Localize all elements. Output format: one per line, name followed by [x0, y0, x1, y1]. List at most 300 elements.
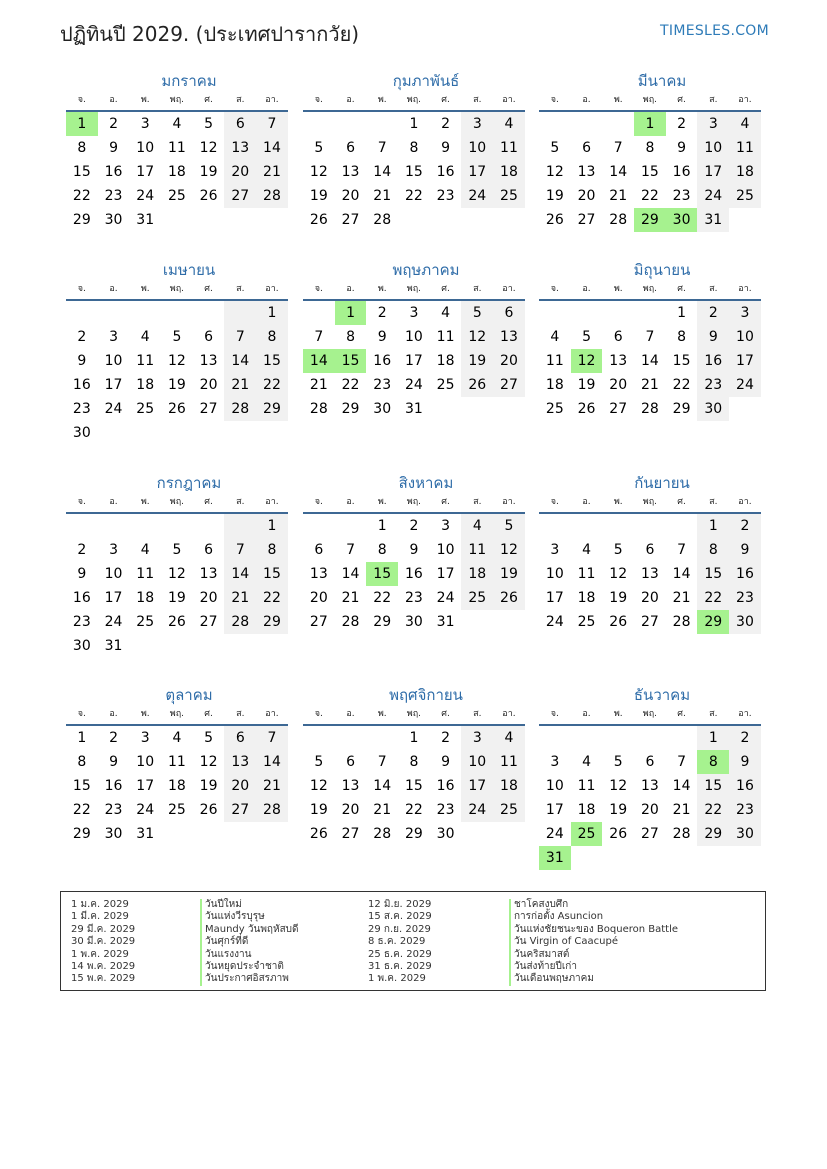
day-cell: 13 [640, 778, 659, 794]
empty-cell [461, 397, 493, 421]
month-name [66, 684, 288, 706]
day-cell: 16 [436, 778, 455, 794]
day-cell: 9 [77, 353, 87, 369]
day-cell: 13 [577, 164, 596, 180]
day-cell: 5 [613, 542, 623, 558]
empty-cell [224, 634, 256, 658]
day-cell: 24 [136, 802, 155, 818]
weekday-label: จ. [550, 709, 559, 719]
week-row [303, 562, 525, 586]
legend-names-col2 [509, 899, 678, 986]
day-cell: 6 [224, 726, 256, 750]
empty-cell [193, 301, 225, 325]
day-cell: 10 [136, 140, 155, 156]
empty-cell [224, 822, 256, 846]
day-cell: 24 [136, 188, 155, 204]
empty-cell [193, 421, 225, 445]
day-cell: 17 [136, 164, 155, 180]
empty-cell [335, 112, 367, 136]
day-cell: 21 [672, 590, 691, 606]
day-cell: 4 [461, 514, 493, 538]
day-cell: 1 [697, 514, 729, 538]
weekday-header [66, 706, 288, 726]
day-cell: 16 [104, 164, 123, 180]
day-cell: 10 [729, 325, 761, 349]
day-cell: 1 [409, 730, 419, 746]
legend-holiday-name: วัน Virgin of Caacupé [509, 936, 678, 948]
weekday-label: อา. [738, 709, 752, 719]
weekday-label: อา. [502, 284, 516, 294]
legend-date: 1 ม.ค. 2029 [71, 899, 129, 910]
day-cell: 24 [461, 798, 493, 822]
month-name [303, 259, 525, 281]
day-cell: 7 [256, 726, 288, 750]
month-name-text: สิงหาคม [398, 474, 454, 492]
week-row [66, 634, 288, 658]
day-cell: 3 [461, 726, 493, 750]
weekday-label: ศ. [441, 284, 450, 294]
day-cell: 26 [577, 401, 596, 417]
day-cell: 16 [729, 562, 761, 586]
weekday-label: พ. [140, 284, 150, 294]
day-cell: 31 [404, 401, 423, 417]
day-cell: 30 [72, 425, 91, 441]
day-cell: 18 [577, 590, 596, 606]
day-cell: 17 [104, 377, 123, 393]
day-cell: 14 [303, 349, 335, 373]
day-cell: 4 [729, 112, 761, 136]
weekday-label: จ. [77, 709, 86, 719]
day-cell: 28 [672, 614, 691, 630]
day-cell: 17 [104, 590, 123, 606]
day-cell: 5 [493, 514, 525, 538]
empty-cell [366, 726, 398, 750]
day-cell: 12 [309, 778, 328, 794]
weekday-label: อ. [346, 709, 355, 719]
day-cell: 10 [461, 750, 493, 774]
day-cell: 31 [539, 846, 571, 870]
day-cell: 16 [672, 164, 691, 180]
day-cell: 22 [697, 798, 729, 822]
weekday-header [303, 706, 525, 726]
day-cell: 12 [609, 566, 628, 582]
day-cell: 12 [199, 754, 218, 770]
week-row [303, 301, 525, 325]
month-name-text: กุมภาพันธ์ [392, 72, 460, 90]
weekday-label: พ. [140, 497, 150, 507]
day-cell: 2 [377, 305, 387, 321]
month-block [303, 472, 525, 634]
day-cell: 1 [697, 726, 729, 750]
day-cell: 9 [109, 140, 118, 156]
week-row [303, 397, 525, 421]
empty-cell [303, 726, 335, 750]
empty-cell [539, 514, 571, 538]
day-cell: 14 [672, 778, 691, 794]
day-cell: 17 [545, 590, 564, 606]
weekday-label: พ. [613, 284, 623, 294]
weekday-label: ส. [236, 284, 245, 294]
day-cell: 16 [404, 566, 423, 582]
weekday-header [66, 494, 288, 514]
day-cell: 22 [640, 188, 659, 204]
month-block [539, 259, 761, 421]
day-cell: 30 [436, 826, 455, 842]
month-name [303, 472, 525, 494]
day-cell: 8 [409, 140, 419, 156]
day-cell: 16 [72, 590, 91, 606]
day-cell: 28 [341, 614, 360, 630]
weekday-label: ส. [236, 497, 245, 507]
day-cell: 21 [341, 590, 360, 606]
day-cell: 6 [314, 542, 324, 558]
day-cell: 19 [167, 377, 186, 393]
day-cell: 22 [697, 586, 729, 610]
day-cell: 8 [77, 140, 87, 156]
weekday-label: อา. [265, 709, 279, 719]
empty-cell [303, 514, 335, 538]
day-cell: 23 [729, 798, 761, 822]
empty-cell [129, 514, 161, 538]
weekday-header [539, 281, 761, 301]
weekday-label: ศ. [441, 95, 450, 105]
empty-cell [129, 421, 161, 445]
day-cell: 14 [672, 566, 691, 582]
day-cell: 15 [672, 353, 691, 369]
week-row [539, 349, 761, 373]
legend-holiday-name: วันแรงงาน [200, 949, 299, 961]
day-cell: 2 [109, 116, 118, 132]
week-row [539, 846, 761, 870]
week-row [539, 160, 761, 184]
day-cell: 5 [550, 140, 560, 156]
month-block [539, 472, 761, 634]
day-cell: 23 [729, 586, 761, 610]
day-cell: 11 [545, 353, 564, 369]
day-cell: 2 [677, 116, 687, 132]
day-cell: 14 [256, 136, 288, 160]
day-cell: 6 [346, 754, 355, 770]
day-cell: 13 [493, 325, 525, 349]
legend-holiday-name: ชาโคสงบศึก [509, 899, 678, 911]
weekday-label: พฤ. [169, 284, 185, 294]
empty-cell [398, 208, 430, 232]
weekday-label: พฤ. [406, 497, 422, 507]
brand-link[interactable]: TIMESLES.COM [660, 23, 769, 39]
day-cell: 21 [224, 373, 256, 397]
day-cell: 27 [341, 212, 360, 228]
day-cell: 28 [373, 826, 392, 842]
day-cell: 30 [697, 397, 729, 421]
empty-cell [539, 301, 571, 325]
day-cell: 13 [640, 566, 659, 582]
weekday-label: อ. [582, 284, 591, 294]
day-cell: 29 [634, 208, 666, 232]
empty-cell [193, 514, 225, 538]
weekday-label: อา. [738, 497, 752, 507]
empty-cell [634, 514, 666, 538]
month-name-text: ธันวาคม [633, 686, 691, 704]
legend-date: 14 พ.ค. 2029 [71, 961, 136, 973]
weekday-label: อ. [582, 497, 591, 507]
month-name-text: มิถุนายน [633, 261, 691, 279]
weekday-header [539, 92, 761, 112]
empty-cell [161, 208, 193, 232]
day-cell: 28 [224, 610, 256, 634]
day-cell: 3 [550, 542, 560, 558]
week-row [303, 798, 525, 822]
month-name-text: พฤษภาคม [392, 261, 460, 279]
week-row [539, 538, 761, 562]
day-cell: 26 [609, 614, 628, 630]
week-row [303, 160, 525, 184]
day-cell: 2 [729, 514, 761, 538]
day-cell: 22 [404, 802, 423, 818]
day-cell: 6 [582, 140, 591, 156]
day-cell: 7 [377, 754, 387, 770]
week-row [66, 136, 288, 160]
day-cell: 4 [493, 112, 525, 136]
day-cell: 13 [309, 566, 328, 582]
day-cell: 11 [493, 750, 525, 774]
week-row [303, 774, 525, 798]
day-cell: 10 [545, 566, 564, 582]
day-cell: 15 [256, 562, 288, 586]
day-cell: 8 [697, 538, 729, 562]
weekday-label: พ. [377, 709, 387, 719]
weekday-label: อ. [109, 284, 118, 294]
day-cell: 24 [104, 401, 123, 417]
week-row [66, 397, 288, 421]
day-cell: 13 [199, 566, 218, 582]
day-cell: 7 [346, 542, 355, 558]
day-cell: 30 [373, 401, 392, 417]
day-cell: 13 [609, 353, 628, 369]
day-cell: 20 [640, 590, 659, 606]
day-cell: 27 [199, 614, 218, 630]
weekday-label: พ. [613, 95, 623, 105]
empty-cell [193, 208, 225, 232]
day-cell: 15 [72, 778, 91, 794]
weekday-label: อ. [109, 709, 118, 719]
empty-cell [571, 301, 603, 325]
weekday-label: พ. [377, 95, 387, 105]
day-cell: 3 [550, 754, 560, 770]
day-cell: 15 [404, 164, 423, 180]
day-cell: 8 [409, 754, 419, 770]
month-name [66, 472, 288, 494]
day-cell: 22 [672, 377, 691, 393]
legend-holiday-name: วันแห่งวีรบุรุษ [200, 911, 299, 923]
empty-cell [634, 726, 666, 750]
day-cell: 7 [677, 542, 687, 558]
day-cell: 26 [309, 826, 328, 842]
day-cell: 20 [199, 377, 218, 393]
day-cell: 18 [167, 164, 186, 180]
month-block [539, 70, 761, 232]
day-cell: 9 [697, 325, 729, 349]
day-cell: 15 [404, 778, 423, 794]
day-cell: 12 [167, 353, 186, 369]
day-cell: 4 [582, 542, 591, 558]
day-cell: 28 [640, 401, 659, 417]
day-cell: 25 [545, 401, 564, 417]
day-cell: 8 [697, 750, 729, 774]
day-cell: 25 [571, 822, 603, 846]
weekday-label: พ. [377, 284, 387, 294]
weekday-label: พฤ. [642, 284, 658, 294]
legend-date: 15 ส.ค. 2029 [368, 911, 432, 923]
legend-holiday-name: การก่อตั้ง Asuncion [509, 911, 678, 923]
day-cell: 20 [493, 349, 525, 373]
day-cell: 17 [697, 160, 729, 184]
day-cell: 24 [545, 826, 564, 842]
month-name [66, 70, 288, 92]
day-cell: 14 [256, 750, 288, 774]
day-cell: 15 [697, 562, 729, 586]
week-row [539, 586, 761, 610]
day-cell: 6 [346, 140, 355, 156]
weekday-label: พฤ. [406, 709, 422, 719]
month-name-text: มีนาคม [637, 72, 687, 90]
empty-cell [493, 822, 525, 846]
legend-holiday-name: วันคริสมาสต์ [509, 949, 678, 961]
weekday-label: จ. [77, 284, 86, 294]
empty-cell [729, 846, 761, 870]
legend-date: 30 มี.ค. 2029 [71, 936, 136, 948]
day-cell: 20 [609, 377, 628, 393]
week-row [66, 421, 288, 445]
day-cell: 18 [136, 590, 155, 606]
week-row [303, 184, 525, 208]
weekday-label: อา. [265, 497, 279, 507]
weekday-label: จ. [314, 709, 323, 719]
day-cell: 5 [172, 329, 182, 345]
day-cell: 4 [582, 754, 591, 770]
legend-names-col1 [200, 899, 299, 986]
day-cell: 21 [640, 377, 659, 393]
day-cell: 5 [613, 754, 623, 770]
weekday-label: ศ. [204, 284, 213, 294]
day-cell: 24 [729, 373, 761, 397]
day-cell: 25 [136, 401, 155, 417]
day-cell: 8 [256, 538, 288, 562]
day-cell: 9 [729, 750, 761, 774]
legend-holiday-name: วันประกาศอิสรภาพ [200, 973, 299, 985]
day-cell: 22 [256, 373, 288, 397]
day-cell: 27 [224, 798, 256, 822]
month-block [66, 259, 288, 445]
day-cell: 3 [109, 542, 118, 558]
day-cell: 2 [77, 329, 87, 345]
weekday-label: พฤ. [642, 497, 658, 507]
day-cell: 11 [729, 136, 761, 160]
day-cell: 16 [436, 164, 455, 180]
day-cell: 23 [404, 590, 423, 606]
day-cell: 9 [441, 754, 451, 770]
day-cell: 19 [309, 802, 328, 818]
weekday-label: อ. [109, 95, 118, 105]
week-row [303, 822, 525, 846]
week-row [303, 586, 525, 610]
day-cell: 26 [545, 212, 564, 228]
empty-cell [602, 301, 634, 325]
day-cell: 11 [136, 353, 155, 369]
day-cell: 29 [256, 397, 288, 421]
week-row [539, 798, 761, 822]
day-cell: 29 [72, 212, 91, 228]
month-name [66, 259, 288, 281]
day-cell: 26 [199, 188, 218, 204]
day-cell: 2 [109, 730, 118, 746]
month-block [303, 259, 525, 421]
empty-cell [539, 112, 571, 136]
legend-holiday-name: วันแห่งชัยชนะของ Boqueron Battle [509, 924, 678, 936]
day-cell: 24 [461, 184, 493, 208]
day-cell: 7 [314, 329, 324, 345]
weekday-label: พฤ. [169, 95, 185, 105]
day-cell: 20 [224, 774, 256, 798]
empty-cell [493, 208, 525, 232]
day-cell: 7 [613, 140, 623, 156]
week-row [539, 514, 761, 538]
weekday-label: อา. [502, 95, 516, 105]
day-cell: 18 [167, 778, 186, 794]
empty-cell [161, 421, 193, 445]
day-cell: 1 [256, 514, 288, 538]
empty-cell [193, 822, 225, 846]
day-cell: 26 [493, 586, 525, 610]
day-cell: 19 [609, 590, 628, 606]
day-cell: 5 [582, 329, 591, 345]
day-cell: 21 [609, 188, 628, 204]
week-row [303, 750, 525, 774]
day-cell: 22 [72, 802, 91, 818]
day-cell: 10 [104, 566, 123, 582]
day-cell: 13 [341, 778, 360, 794]
day-cell: 16 [373, 353, 392, 369]
day-cell: 28 [309, 401, 328, 417]
empty-cell [571, 112, 603, 136]
weekday-label: ส. [709, 95, 718, 105]
day-cell: 19 [199, 164, 218, 180]
week-row [539, 562, 761, 586]
week-row [66, 750, 288, 774]
day-cell: 23 [373, 377, 392, 393]
day-cell: 9 [677, 140, 687, 156]
weekday-label: ส. [709, 497, 718, 507]
empty-cell [493, 397, 525, 421]
weekday-label: ส. [473, 284, 482, 294]
day-cell: 1 [634, 112, 666, 136]
day-cell: 15 [72, 164, 91, 180]
week-row [66, 798, 288, 822]
day-cell: 12 [167, 566, 186, 582]
weekday-label: ศ. [441, 497, 450, 507]
day-cell: 19 [199, 778, 218, 794]
day-cell: 21 [309, 377, 328, 393]
empty-cell [366, 112, 398, 136]
weekday-label: ศ. [204, 497, 213, 507]
day-cell: 17 [436, 566, 455, 582]
day-cell: 24 [404, 377, 423, 393]
day-cell: 29 [373, 614, 392, 630]
day-cell: 4 [172, 116, 182, 132]
week-row [303, 726, 525, 750]
day-cell: 20 [577, 188, 596, 204]
day-cell: 31 [697, 208, 729, 232]
day-cell: 27 [640, 614, 659, 630]
